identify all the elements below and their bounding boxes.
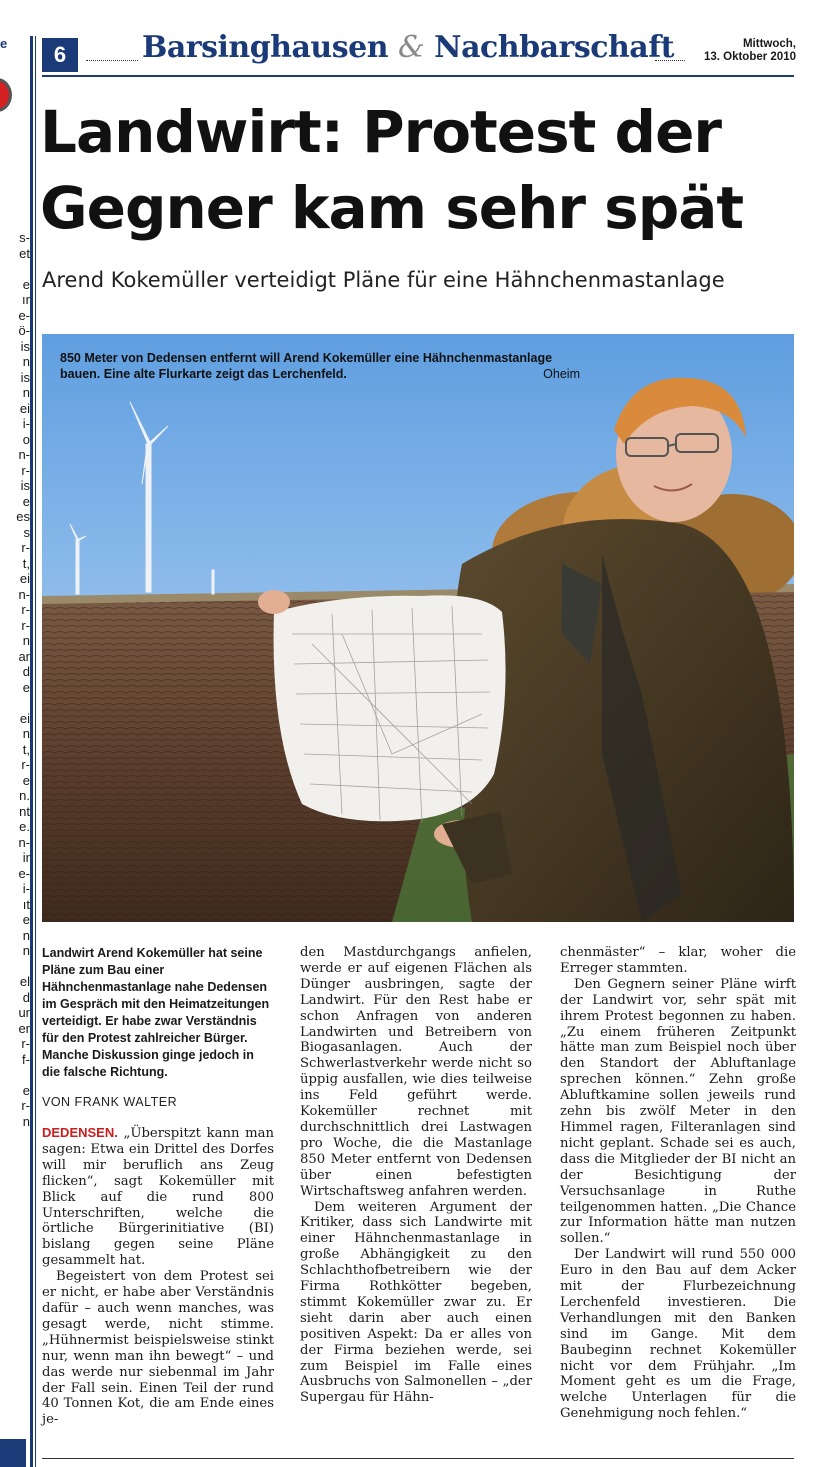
adjacent-page-fragment: e [22,772,30,788]
adjacent-page-fragment: n [22,633,30,648]
adjacent-page-fragment: n- [18,447,30,462]
issue-date [704,38,796,64]
headline-line-2: Gegner kam sehr spät [40,174,744,242]
photo-credit: Oheim [543,367,580,381]
adjacent-page-fragment [0,959,30,975]
byline: VON FRANK WALTER [42,1095,178,1109]
adjacent-page-fragment: r- [21,757,30,772]
header-dotted-leader-right [655,60,685,61]
adjacent-page-fragment: e [22,493,30,509]
section-title-part2: Nachbarschaft [434,30,674,65]
adjacent-page-fragment: o [22,431,30,447]
adjacent-page-fragment: e [22,679,30,695]
headline-line-1: Landwirt: Protest der [40,98,722,166]
article-paragraph [42,1125,274,1269]
adjacent-page-fragment: ö- [18,323,30,338]
vertical-rule-thin [35,36,36,1467]
article-paragraph: Begeistert von dem Protest sei er nicht, er habe aber Verständnis dafür – auch wenn manches, was gesagt werde, nicht stimme. „Hühnermist beispielsweise stinkt nur, wenn man ihn bewegt“ – und das werde nur siebenmal im Jahr der Fall sein. Einen Teil der rund 40 Tonnen Kot, die am Ende eines je- [42,1269,274,1428]
article-column-2 [300,945,532,1406]
adjacent-page-fragment: is [20,478,30,493]
adjacent-page-fragment [0,261,30,277]
adjacent-page-fragment: et [19,245,30,261]
adjacent-page-fragment: t, [22,741,30,757]
adjacent-page-fragment: r- [21,462,30,478]
issue-date-text: 13. Oktober 2010 [703,51,796,63]
adjacent-page-fragment: d [22,664,30,679]
adjacent-page-fragment: e [22,276,30,292]
article-column-3 [560,945,796,1422]
header-rule [42,75,794,77]
issue-weekday: Mittwoch, [742,38,796,50]
adjacent-page-fragment: ei [19,400,30,416]
article-paragraph: Der Landwirt will rund 550 000 Euro in den Bau auf dem Acker mit der Flurbezeichnung Lerchenfeld investieren. Die Verhandlungen mit den Banken sind im Gange. Mit dem Baubeginn rechnet Kokemüller nicht vor dem Frühjahr. „Im Moment geht es um die Frage, welche Unterlagen für die Genehmigung noch fehlen.“ [560,1247,796,1422]
adjacent-page-fragment: r- [21,1098,30,1113]
adjacent-page-fragment: ei [19,710,30,726]
adjacent-page-fragment: f- [22,1051,30,1067]
article-paragraph-text: „Überspitzt kann man sagen: Etwa ein Drittel des Dorfes will mir beruflich ans Zeug flicken“, sagt Kokemüller mit Blick auf die rund 800 Unterschriften, welche die örtliche Bürgerinitiative (BI) bislang gegen seine Pläne gesammelt hat. [42,1126,274,1269]
adjacent-page-fragment: e. [19,819,30,834]
page-number: 6 [42,38,78,72]
photo-caption [60,350,580,382]
adjacent-page-bottom-block [0,1439,26,1467]
article-lead: Landwirt Arend Kokemüller hat seine Pläne zum Bau einer Hähnchenmastanlage nahe Dedensen im Gespräch mit den Heimatzeitungen verteidigt. Er habe zwar Verständnis für den Protest zahlreicher Bürger. Manche Diskussion ginge jedoch in die falsche Richtung. [42,946,270,1079]
adjacent-page-red-badge [0,78,12,112]
headline [40,94,800,246]
section-title [142,30,674,65]
adjacent-page-fragment: s- [19,230,30,245]
section-title-part1: Barsinghausen [142,30,389,65]
adjacent-page-fragment: e- [18,865,30,881]
article-paragraph: den Mastdurchgangs anfielen, werde er auf eigenen Flächen als Dünger ausbringen, sagte der Landwirt. Für den Rest habe er schon Anfragen von anderen Landwirten und Betreibern von Biogasanlagen. Auch der Schwerlastverkehr werde nicht so üppig ausfallen, wie dies teilweise ins Feld geführt werde. Kokemüller rechnet mit durchschnittlich drei Lastwagen pro Woche, die die Mastanlage 850 Meter entfernt von Dedensen über einen befestigten Wirtschaftsweg anfahren werden. [300,945,532,1199]
header-dotted-leader-left [86,60,138,61]
adjacent-page-fragment: ar [18,648,30,664]
adjacent-page-fragment: ei [19,571,30,586]
adjacent-page-fragment: i- [22,881,30,896]
adjacent-page-fragment: r- [21,617,30,633]
adjacent-page-fragment: n [22,943,30,958]
article-paragraph: Dem weiteren Argument der Kritiker, dass sich Landwirte mit einer Hähnchenmastanlage in große Abhängigkeit zu den Schlachthofbetreibern wie der Firma Rothkötter begeben, stimmt Kokemüller zwar zu. Er sieht darin aber auch einen positiven Aspekt: Da er alles von der Firma beziehen werde, sei zum Beispiel im Falle eines Ausbruchs von Salmonellen – „der Supergau für Hähn- [300,1199,532,1406]
adjacent-page-fragment: n [22,385,30,400]
photo-caption-text: 850 Meter von Dedensen entfernt will Arend Kokemüller eine Hähnchenmastanlage bauen. Eine alte Flurkarte zeigt das Lerchenfeld. [60,351,553,381]
dateline: DEDENSEN. [42,1125,118,1140]
adjacent-page-fragment: ur [18,1005,30,1020]
adjacent-page-fragment [0,695,30,711]
adjacent-page-fragment: el [19,974,30,989]
adjacent-page-fragment: n. [19,788,30,803]
adjacent-page-fragment: d [22,989,30,1005]
adjacent-page-letter: e [0,36,8,51]
adjacent-page-fragment: n [22,927,30,943]
adjacent-page-fragment: r- [21,1036,30,1051]
adjacent-page-fragment: i- [22,416,30,431]
adjacent-page-fragment: r- [21,540,30,555]
article-paragraph: chenmäster“ – klar, woher die Erreger stammten. [560,945,796,976]
adjacent-page-fragment: n [22,726,30,741]
adjacent-page-fragment: is [20,369,30,385]
adjacent-page-fragment: ir [22,850,30,865]
bottom-rule [42,1458,794,1459]
adjacent-page-strip [0,0,30,1467]
adjacent-page-fragment: n [22,354,30,369]
adjacent-page-fragment [0,1067,30,1083]
adjacent-page-fragment: t, [22,555,30,571]
adjacent-page-fragment: n [22,1113,30,1129]
adjacent-page-fragment: er [18,1020,30,1036]
adjacent-page-fragment: s [23,524,30,540]
adjacent-page-fragment: is [20,338,30,354]
adjacent-page-fragment: n- [18,834,30,850]
adjacent-page-fragment: es [16,509,30,524]
adjacent-page-fragment: ıt [22,896,30,912]
adjacent-page-fragment: e [22,912,30,927]
adjacent-page-fragment: e- [18,307,30,323]
adjacent-page-fragment: n- [18,586,30,602]
article-column-1 [42,945,274,1428]
adjacent-page-fragment: r- [21,602,30,617]
adjacent-page-fragment: nt [19,803,30,819]
article-photo [42,334,794,922]
adjacent-page-fragment: e [22,1082,30,1098]
vertical-rule [30,36,33,1467]
subheadline: Arend Kokemüller verteidigt Pläne für eine Hähnchenmastanlage [42,268,725,292]
adjacent-page-fragment: ır [22,292,30,307]
section-title-ampersand: & [397,30,425,65]
adjacent-page-text-fragments [0,230,30,1129]
article-paragraph: Den Gegnern seiner Pläne wirft der Landwirt vor, sehr spät mit ihrem Protest begonnen zu haben. „Zu einem früheren Zeitpunkt hätte man zum Beispiel noch über den Standort der Abluftanlage sprechen können.“ Zehn große Abluftkamine sollen jeweils rund zehn bis zwölf Meter in den Himmel ragen, Filteranlagen sind nicht geplant. Schade sei es auch, dass die Mitglieder der BI nicht an der Besichtigung der Versuchsanlage in Ruthe teilgenommen hatten. „Die Chance zur Information hätte man nutzen sollen.“ [560,976,796,1247]
photo-illustration [42,334,794,922]
